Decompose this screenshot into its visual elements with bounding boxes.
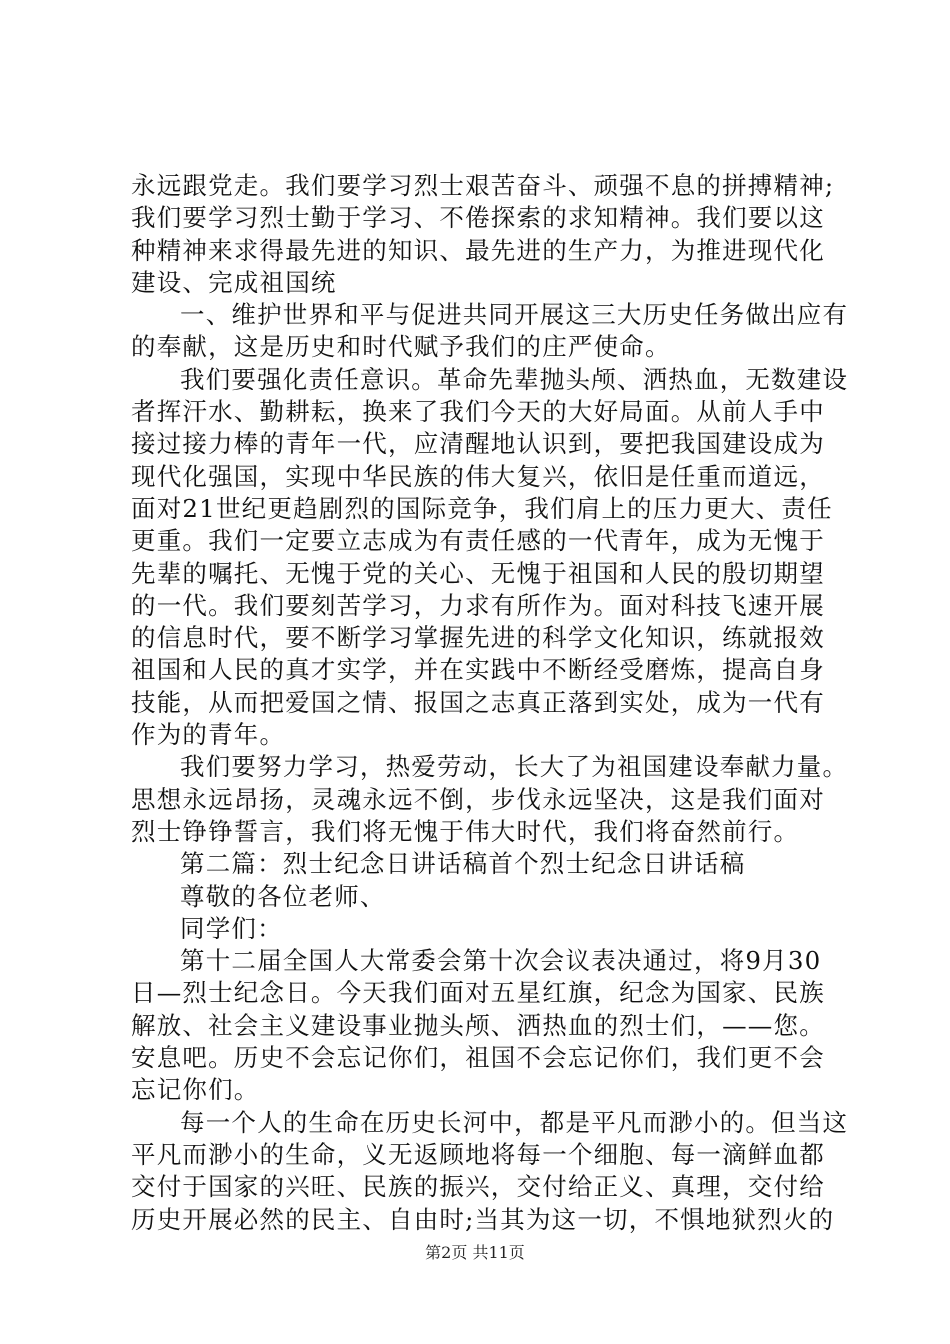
page-footer [0,1240,950,1263]
paragraph [131,1107,849,1236]
text-line: 平凡而渺小的生命，义无返顾地将每一个细胞、每一滴鲜血都 [131,1139,825,1169]
text-line: 的一代。我们要刻苦学习，力求有所作为。面对科技飞速开展 [131,590,825,620]
text-line: 更重。我们一定要立志成为有责任感的一代青年，成为无愧于 [131,526,825,556]
text-line: 日—烈士纪念日。今天我们面对五星红旗，纪念为国家、民族 [131,978,825,1008]
text-line: 建设、完成祖国统 [131,267,337,297]
text-line: 第十二届全国人大常委会第十次会议表决通过，将9月30 [180,946,822,976]
text-line: 面对21世纪更趋剧烈的国际竞争，我们肩上的压力更大、责任 [131,493,833,523]
paragraph [131,881,831,913]
text-line: 安息吧。历史不会忘记你们，祖国不会忘记你们，我们更不会 [131,1043,825,1073]
text-line: 作为的青年。 [131,720,286,750]
text-line: 烈士铮铮誓言，我们将无愧于伟大时代，我们将奋然前行。 [131,816,800,846]
text-line: 技能，从而把爱国之情、报国之志真正落到实处，成为一代有 [131,687,825,717]
paragraph [131,848,831,880]
text-line: 一、维护世界和平与促进共同开展这三大历史任务做出应有 [180,300,849,330]
paragraph [131,751,849,848]
text-line: 思想永远昂扬，灵魂永远不倒，步伐永远坚决，这是我们面对 [131,784,825,814]
text-line: 尊敬的各位老师、 [180,881,386,911]
text-line: 第二篇：烈士纪念日讲话稿首个烈士纪念日讲话稿 [180,849,746,879]
text-line: 忘记你们。 [131,1075,260,1105]
page-number: 第2页 共11页 [425,1243,525,1262]
paragraph [131,170,835,299]
paragraph [131,945,831,1106]
paragraph [131,299,849,364]
text-line: 交付于国家的兴旺、民族的振兴，交付给正义、真理，交付给 [131,1172,825,1202]
document-body [131,170,849,1236]
text-line: 祖国和人民的真才实学，并在实践中不断经受磨炼，提高自身 [131,655,825,685]
text-line: 我们要学习烈士勤于学习、不倦探索的求知精神。我们要以这 [131,203,825,233]
paragraph [131,913,831,945]
text-line: 的信息时代，要不断学习掌握先进的科学文化知识，练就报效 [131,623,825,653]
text-line: 先辈的嘱托、无愧于党的关心、无愧于祖国和人民的殷切期望 [131,558,825,588]
text-line: 种精神来求得最先进的知识、最先进的生产力，为推进现代化 [131,235,825,265]
text-line: 现代化强国，实现中华民族的伟大复兴，依旧是任重而道远， [131,461,825,491]
text-line: 接过接力棒的青年一代，应清醒地认识到，要把我国建设成为 [131,429,825,459]
text-line: 者挥汗水、勤耕耘，换来了我们今天的大好局面。从前人手中 [131,397,825,427]
text-line: 我们要强化责任意识。革命先辈抛头颅、洒热血，无数建设 [180,364,849,394]
text-line: 的奉献，这是历史和时代赋予我们的庄严使命。 [131,332,671,362]
text-line: 解放、社会主义建设事业抛头颅、洒热血的烈士们，——您。 [131,1010,825,1040]
text-line: 我们要努力学习，热爱劳动，长大了为祖国建设奉献力量。 [180,752,849,782]
paragraph [131,364,849,752]
text-line: 永远跟党走。我们要学习烈士艰苦奋斗、顽强不息的拼搏精神; [131,171,835,200]
text-line: 每一个人的生命在历史长河中，都是平凡而渺小的。但当这 [180,1107,849,1137]
text-line: 历史开展必然的民主、自由时;当其为这一切，不惧地狱烈火的 [131,1204,835,1234]
text-line: 同学们： [180,913,283,943]
